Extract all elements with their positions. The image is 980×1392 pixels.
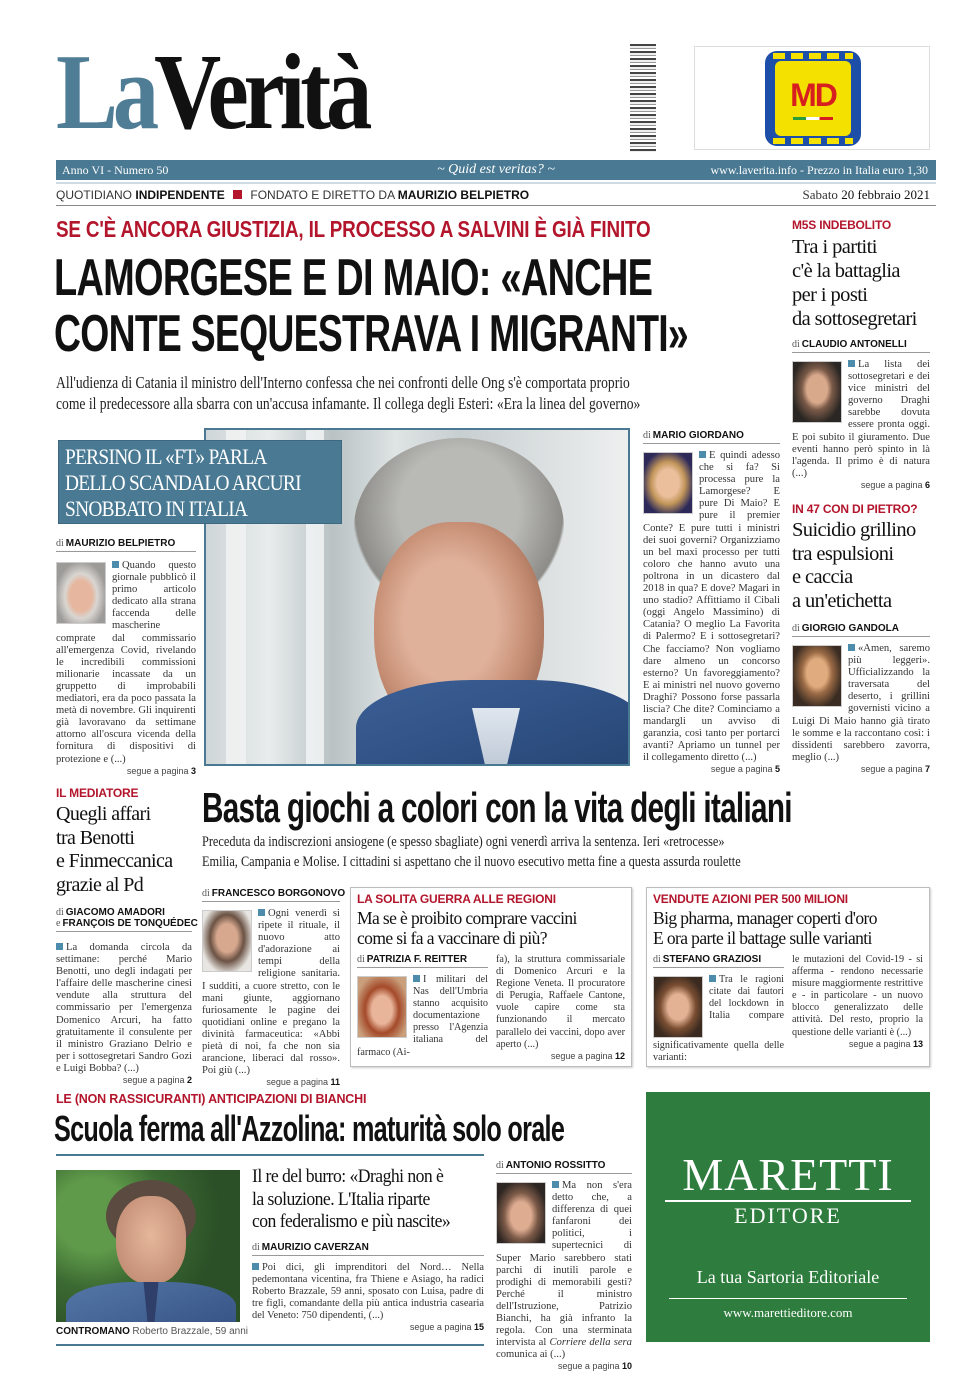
website-price[interactable]: www.laverita.info - Prezzo in Italia euro 1,30 [710,163,928,177]
pharma-byline[interactable]: di STEFANO GRAZIOSI [653,954,784,968]
belpietro-continue-link[interactable]: segue a pagina 3 [126,765,196,776]
editorial-giordano [643,430,780,774]
section-divider [56,1154,484,1156]
pharma-continue-link[interactable]: segue a pagina 13 [848,1038,923,1049]
burro-continue-link[interactable]: segue a pagina 15 [409,1321,484,1332]
motto: ~ Quid est veritas? ~ [437,162,555,177]
pharma-headline[interactable]: Big pharma, manager coperti d'oro E ora parte il battage sulle varianti [653,908,877,948]
sidebar-2-headline[interactable]: Suicidio grillino tra espulsioni e caccia a un'etichetta [792,519,916,612]
sidebar-1-headline[interactable]: Tra i partiti c'è la battaglia per i posti da sottosegretari [792,236,917,330]
pharma-body-col-1: Tra le ragioni citate dai fautori del lockdown in Italia compare significativamente quella delle varianti: [653,974,784,1064]
borgonovo-continue-link[interactable]: segue a pagina 11 [266,1077,340,1088]
maretti-sub: EDITORE [734,1203,842,1228]
author-photo-rossitto [496,1182,546,1244]
scuola-kicker: LE (NON RASSICURANTI) ANTICIPAZIONI DI BIANCHI [56,1092,367,1106]
vaccini-kicker: LA SOLITA GUERRA ALLE REGIONI [357,892,556,906]
article-mediatore [56,786,198,1086]
vaccini-body-col-2: fa), la struttura commissariale di Domenico Arcuri e la Regione Veneta. Il procuratore di Perugia, Raffaele Cantone, vuole capire come sta funzionando il mercato parallelo dei vaccini, dopo aver aperto (...) [496,954,625,1050]
article-pharma [646,887,930,1067]
vaccini-body-col-1: I militari del Nas dell'Umbria stanno acquisito documentazione presso l'Agenzia italiana del farmaco (Ai- [357,974,488,1058]
colori-summary: Preceduta da indiscrezioni ansiogene (e spesso sbagliate) ogni venerdì arriva la sentenza. Ieri «retrocesse» Emilia, Campania e Molise. I cittadini si aspettano che il nuovo esecutivo metta fine a questa assurda roulette [202,834,741,870]
vaccini-headline[interactable]: Ma se è proibito comprare vaccini come si fa a vaccinare di più? [357,908,577,948]
barcode-icon [630,44,656,152]
rossitto-body: Ma non s'era detto che, a differenza di quei fanfaroni dei politici, i supertecnici di Super Mario sarebbero stati parchi di inutili parole e prodighi di memorabili gesti? Perché il ministro dell'Istruzione, Patrizio Bianchi, ha già infranto la regola. Con una sterminata intervista al Corriere della sera comunica ai (...) [496,1180,632,1361]
author-photo-graziosi [653,976,703,1038]
rossitto-continue-link[interactable]: segue a pagina 10 [557,1361,632,1372]
article-vaccini [350,887,632,1067]
mediatore-continue-link[interactable]: segue a pagina 2 [122,1075,192,1086]
borgonovo-byline[interactable]: di FRANCESCO BORGONOVO [202,888,340,902]
editorial-rossitto [496,1160,632,1371]
belpietro-byline[interactable]: di MAURIZIO BELPIETRO [56,538,196,552]
bullet-icon [258,909,265,916]
brazzale-photo-caption: CONTROMANO Roberto Brazzale, 59 anni [56,1326,249,1337]
sidebar-1-body: La lista dei sottosegretari e dei vice ministri del governo Draghi sarebbe dovuta essere pronta oggi. E poi subito il giuramento. Due eventi hanno però spinto in là l'agenda. Il primo è di natura (...) [792,359,930,479]
sidebar-article-sottosegretari [792,218,930,490]
lead-headline-line-1[interactable]: LAMORGESE E DI MAIO: «ANCHE [54,249,653,307]
burro-byline[interactable]: di MAURIZIO CAVERZAN [252,1242,484,1256]
pharma-kicker: VENDUTE AZIONI PER 500 MILIONI [653,892,848,906]
editorial-belpietro [56,538,196,776]
md-logo: MD [765,51,861,146]
burro-headline[interactable]: Il re del burro: «Draghi non è la soluzione. L'Italia riparte con federalismo e più nascite» [252,1166,451,1232]
burro-body: Poi dici, gli imprenditori del Nord… Nella pedemontana vicentina, fra Thiene e Asiago, ha radici Roberto Brazzale, 59 anni, sposato con Luisa, padre di tre figli, comandante della più antica industria casearia del Veneto: 750 dipendenti, (...) [252,1261,484,1321]
lead-kicker: SE C'È ANCORA GIUSTIZIA, IL PROCESSO A SALVINI È GIÀ FINITO [56,216,651,242]
mediatore-body: La domanda circola da settimane: perché Mario Benotti, uno degli indagati per l'affaire delle mascherine cinesi vendute alla struttura del commissario per l'emergenza Domenico Arcuri, ha fatto gratuitamente il consulente per il ministro Graziano Delrio e per i sottosegretari Sandro Gozi e Luigi Bobba? (...) [56,942,192,1074]
section-divider-bottom [56,1344,484,1346]
maretti-name: MARETTI [682,1149,894,1200]
bullet-icon [56,943,63,950]
bullet-icon [252,1263,259,1270]
sidebar-article-grillini [792,502,930,774]
md-advertisement[interactable] [694,46,930,150]
giordano-continue-link[interactable]: segue a pagina 5 [710,764,780,775]
bullet-icon [848,360,855,367]
bullet-icon [848,644,855,651]
author-photo-belpietro [56,562,106,624]
lead-summary: All'udienza di Catania il ministro dell'Interno confessa che nei confronti delle Ong s'è comportata proprio come il predecessore alla sbarra con un'accusa infamante. Il collega degli Esteri: «Era la linea del governo» [56,373,641,413]
issue-date: Sabato 20 febbraio 2021 [802,187,930,202]
author-photo-reitter [357,976,407,1038]
scuola-headline[interactable]: Scuola ferma all'Azzolina: maturità solo orale [54,1108,565,1149]
maretti-advertisement[interactable] [646,1092,930,1342]
tagline: QUOTIDIANO INDIPENDENTE FONDATO E DIRETTO DA MAURIZIO BELPIETRO [56,188,530,202]
issue-strip [56,160,936,180]
sidebar-2-byline[interactable]: di GIORGIO GANDOLA [792,623,930,637]
photo-banner[interactable] [58,440,342,524]
vaccini-byline[interactable]: di PATRIZIA F. REITTER [357,954,488,968]
editorial-borgonovo [202,888,346,1088]
vaccini-continue-link[interactable]: segue a pagina 12 [550,1050,625,1061]
pharma-body-col-2: le mutazioni del Covid-19 - si afferma - rendono necessarie misure maggiormente restrittive e - in particolare - un nuovo blocco generalizzato delle attività. Del resto, proprio la questione delle varianti è (...) [792,954,923,1038]
maretti-slogan: La tua Sartoria Editoriale [696,1267,880,1287]
belpietro-body: Quando questo giornale pubblicò il primo articolo dedicato alla strana faccenda delle mascherine comprate dal commissario all'emergenza Covid, rivelando le incredibili commissioni milionarie incassate da un gruppetto di improbabili mediatori, era da poco passata la metà di novembre. Gli inquirenti già lavoravano da settimane attorno all'oscura vicenda della fornitura di dispositivi di protezione e (...) [56,560,196,765]
author-photo-antonelli [792,361,842,423]
sidebar-1-byline[interactable]: di CLAUDIO ANTONELLI [792,339,930,353]
rossitto-byline[interactable]: di ANTONIO ROSSITTO [496,1160,632,1174]
sidebar-2-kicker: IN 47 CON DI PIETRO? [792,502,918,516]
lead-headline-line-2[interactable]: CONTE SEQUESTRAVA I MIGRANTI» [54,305,688,363]
sidebar-2-body: «Amen, saremo più leggeri». Ufficializzando la traversata del deserto, i grillini governisti vicino a Luigi Di Maio hanno già tirato le somme e la raccontano così: i dissidenti sarebbero zavorra, meglio (...) [792,643,930,763]
newspaper-logo[interactable] [56,33,368,152]
borgonovo-body: Ogni venerdì si ripete il rituale, il nuovo atto d'adorazione ai tempi della religione sanitaria. I sudditi, a cuore stretto, con le mani giunte, aggiornano furiosamente le pagine dei quotidiani online e pregano la divinità farmaceutica: «Abbi pietà di noi, fa che non sia arancione, liberaci dal rosso». Poi giù (...) [202,908,340,1077]
logo-verita: Verità [154,33,368,152]
mediatore-headline[interactable]: Quegli affari tra Benotti e Finmeccanica grazie al Pd [56,803,173,896]
colori-headline[interactable]: Basta giochi a colori con la vita degli italiani [202,784,792,831]
sidebar-1-continue-link[interactable]: segue a pagina 6 [860,479,930,490]
giordano-body: E quindi adesso che si fa? Si processa pure la Lamorgese? E pure Di Maio? E pure il premier Conte? E pure tutti i ministri dei suoi governi? Organizziamo un bel maxi processo per tutti coloro che hanno avuto una poltrona in un dicastero dal 2018 in qua? E dove? Magari in uno stadio? Affittiamo il Cibali (oggi Angelo Massimino) di Catania? O meglio La Favorita di Palermo? E i sottosegretari? Che facciamo? Non vogliamo dare almeno un concorso esterno? Un favoreggiamento? E ai ministri nel nuovo governo Draghi? Possono forse passarla liscia? Che dite? Cominciamo a mandargli un avviso di garanzia, così tanto per portarci avanti? Apriamo un tunnel per il collegamento diretto (...) [643,450,780,764]
bullet-icon [413,975,420,982]
sidebar-2-continue-link[interactable]: segue a pagina 7 [860,763,930,774]
bullet-icon [709,975,716,982]
issue-number: Anno VI - Numero 50 [62,163,169,177]
bullet-icon [552,1181,559,1188]
author-photo-gandola [792,645,842,707]
author-photo-borgonovo [202,910,252,972]
giordano-byline[interactable]: di MARIO GIORDANO [643,430,780,444]
mediatore-kicker: IL MEDIATORE [56,786,139,800]
logo-la: La [56,33,155,152]
brazzale-photo [56,1170,240,1322]
author-photo-giordano [643,452,693,514]
sidebar-1-kicker: M5S INDEBOLITO [792,218,891,232]
maretti-url[interactable]: www.marettieditore.com [723,1305,853,1320]
red-square-icon [233,190,242,199]
photo-banner-text: PERSINO IL «FT» PARLA DELLO SCANDALO ARCURI SNOBBATO IN ITALIA [65,444,301,521]
bullet-icon [699,451,706,458]
article-burro [252,1166,484,1332]
mediatore-byline[interactable]: di GIACOMO AMADORI e FRANÇOIS DE TONQUÉDEC [56,907,192,934]
bullet-icon [112,561,119,568]
masthead [56,33,936,204]
